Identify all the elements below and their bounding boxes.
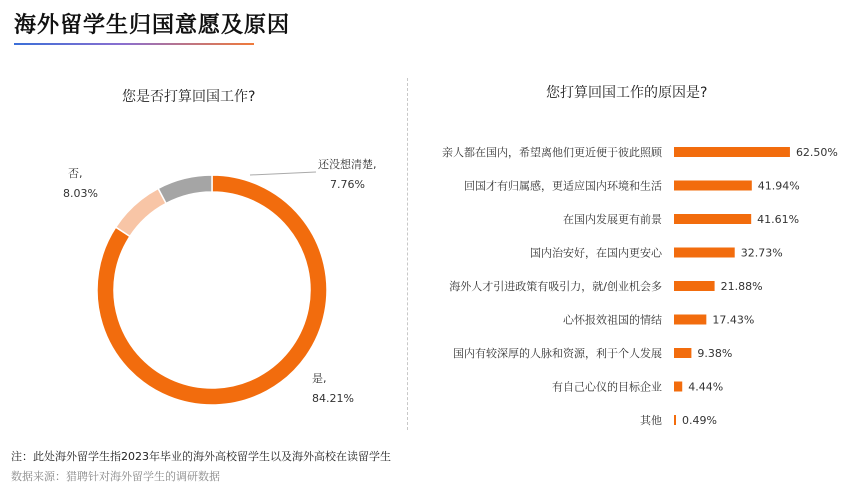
bar-value-label: 41.61% <box>757 213 800 226</box>
bar-category-label: 亲人都在国内，希望离他们更近便于彼此照顾 <box>442 146 662 159</box>
bar-category-label: 海外人才引进政策有吸引力，就/创业机会多 <box>449 280 662 293</box>
bar <box>674 214 751 224</box>
bar-value-label: 41.94% <box>757 179 800 193</box>
bar <box>674 281 715 291</box>
footnote: 注：此处海外留学生指2023年毕业的海外高校留学生以及海外高校在读留学生 <box>11 450 391 463</box>
bar-value-label: 62.50% <box>795 146 838 159</box>
bar <box>674 147 790 157</box>
bar-value-label: 0.49% <box>682 414 717 427</box>
bar-category-label: 其他 <box>640 414 662 427</box>
bar-chart-title: 您打算回国工作的原因是? <box>546 85 708 101</box>
bar <box>674 248 735 258</box>
bar-category-label: 国内治安好，在国内更安心 <box>530 246 662 260</box>
slice-name-no: 否, <box>68 167 83 180</box>
leader-line-unsure <box>250 172 316 175</box>
bar-value-label: 17.43% <box>712 313 755 327</box>
donut-slice-no <box>116 188 166 236</box>
slice-name-yes: 是, <box>312 372 327 385</box>
bar-value-label: 9.38% <box>697 347 733 360</box>
bar-category-label: 有自己心仪的目标企业 <box>552 380 662 394</box>
bar <box>674 348 691 358</box>
bar-category-label: 在国内发展更有前景 <box>563 213 662 226</box>
slice-value-unsure: 7.76% <box>330 178 365 191</box>
slice-value-yes: 84.21% <box>312 392 354 405</box>
slice-value-no: 8.03% <box>63 187 98 200</box>
bar-value-label: 32.73% <box>740 246 783 260</box>
data-source: 数据来源：猎聘针对海外留学生的调研数据 <box>11 470 220 483</box>
slice-name-unsure: 还没想清楚, <box>318 158 377 171</box>
bar <box>674 382 682 392</box>
bar <box>674 315 706 325</box>
page-title: 海外留学生归国意愿及原因 <box>14 13 291 38</box>
donut-slice-unsure <box>158 175 212 203</box>
bar-category-label: 心怀报效祖国的情结 <box>563 313 662 327</box>
bar-category-label: 回国才有归属感，更适应国内环境和生活 <box>464 179 662 193</box>
bar <box>674 415 676 425</box>
bar-value-label: 4.44% <box>688 380 724 394</box>
bar <box>674 181 752 191</box>
bar-category-label: 国内有较深厚的人脉和资源，利于个人发展 <box>453 347 662 360</box>
bar-value-label: 21.88% <box>720 280 763 293</box>
donut-chart-title: 您是否打算回国工作? <box>122 89 256 105</box>
